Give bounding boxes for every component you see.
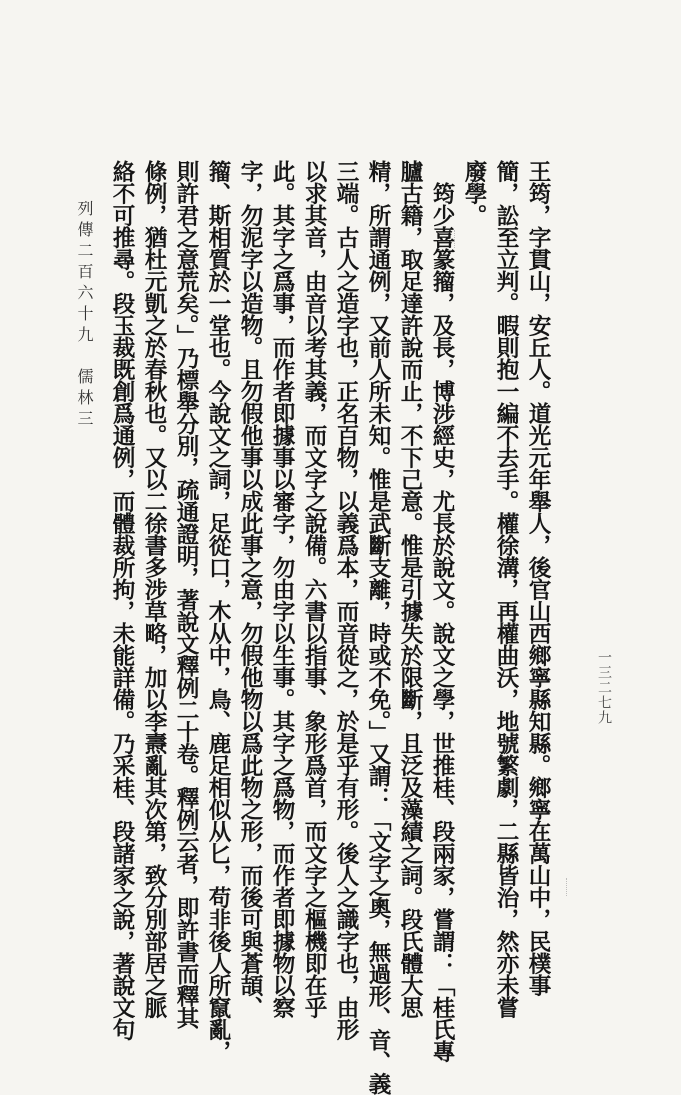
running-header: 列傳二百六十九 儒林三 <box>75 200 94 431</box>
text-column-5: 臚古籍，取足達許說而止，不下己意。惟是引據失於限斷，且泛及藻績之詞。段氏體大思 <box>397 160 423 1018</box>
text-column-11: 籀、斯相質於一堂也。今說文之詞，足從口，木从中，鳥、鹿足相似从匕，苟非後人所竄亂， <box>205 160 231 1062</box>
text-column-2: 簡，訟至立判。暇則抱一編不去手。權徐溝，再權曲沃，地號繁劇，二縣皆治，然亦未嘗 <box>493 160 519 1018</box>
text-column-10: 字，勿泥字以造物。且勿假他事以成此事之意，勿假他物以爲此物之形，而後可與蒼頡、 <box>237 160 263 1018</box>
text-column-8: 以求其音，由音以考其義，而文字之說備。六書以指事、象形爲首，而文字之樞機即在乎 <box>301 160 327 1018</box>
page-number: 一三二七九 <box>596 650 612 725</box>
text-column-12: 則許君之意荒矣。」乃標舉分別，疏通證明，著說文釋例二十卷。釋例云者，即許書而釋其 <box>173 160 199 1029</box>
text-column-4: 筠少喜篆籀，及長，博涉經史，尤長於說文。說文之學，世推桂、段兩家，嘗謂：「桂氏專 <box>429 182 455 1062</box>
text-column-9: 此。其字之爲事，而作者即據事以審字，勿由字以生事。其字之爲物，而作者即據物以察 <box>269 160 295 1018</box>
text-column-13: 條例，猶杜元凱之於春秋也。又以二徐書多涉草略，加以李燾亂其次第，致分別部居之脈 <box>141 160 167 1018</box>
margin-mark <box>566 878 571 896</box>
gutter-mark <box>454 230 459 248</box>
text-column-14: 絡不可推尋。段玉裁既創爲通例，而體裁所拘，未能詳備。乃采桂、段諸家之說，著說文句 <box>109 160 135 1040</box>
text-column-1: 王筠，字貫山，安丘人。道光元年舉人，後官山西鄉寧縣知縣。鄉寧在萬山中，民樸事 <box>525 160 551 996</box>
text-column-7: 三端。古人之造字也，正名百物，以義爲本，而音從之，於是乎有形。後人之識字也，由形 <box>333 160 359 1040</box>
text-column-3: 廢學。 <box>461 160 487 226</box>
text-column-6: 精，所謂通例，又前人所未知。惟是武斷支離，時或不免。」又謂：「文字之奧，無過形、音、義 <box>365 160 391 1095</box>
